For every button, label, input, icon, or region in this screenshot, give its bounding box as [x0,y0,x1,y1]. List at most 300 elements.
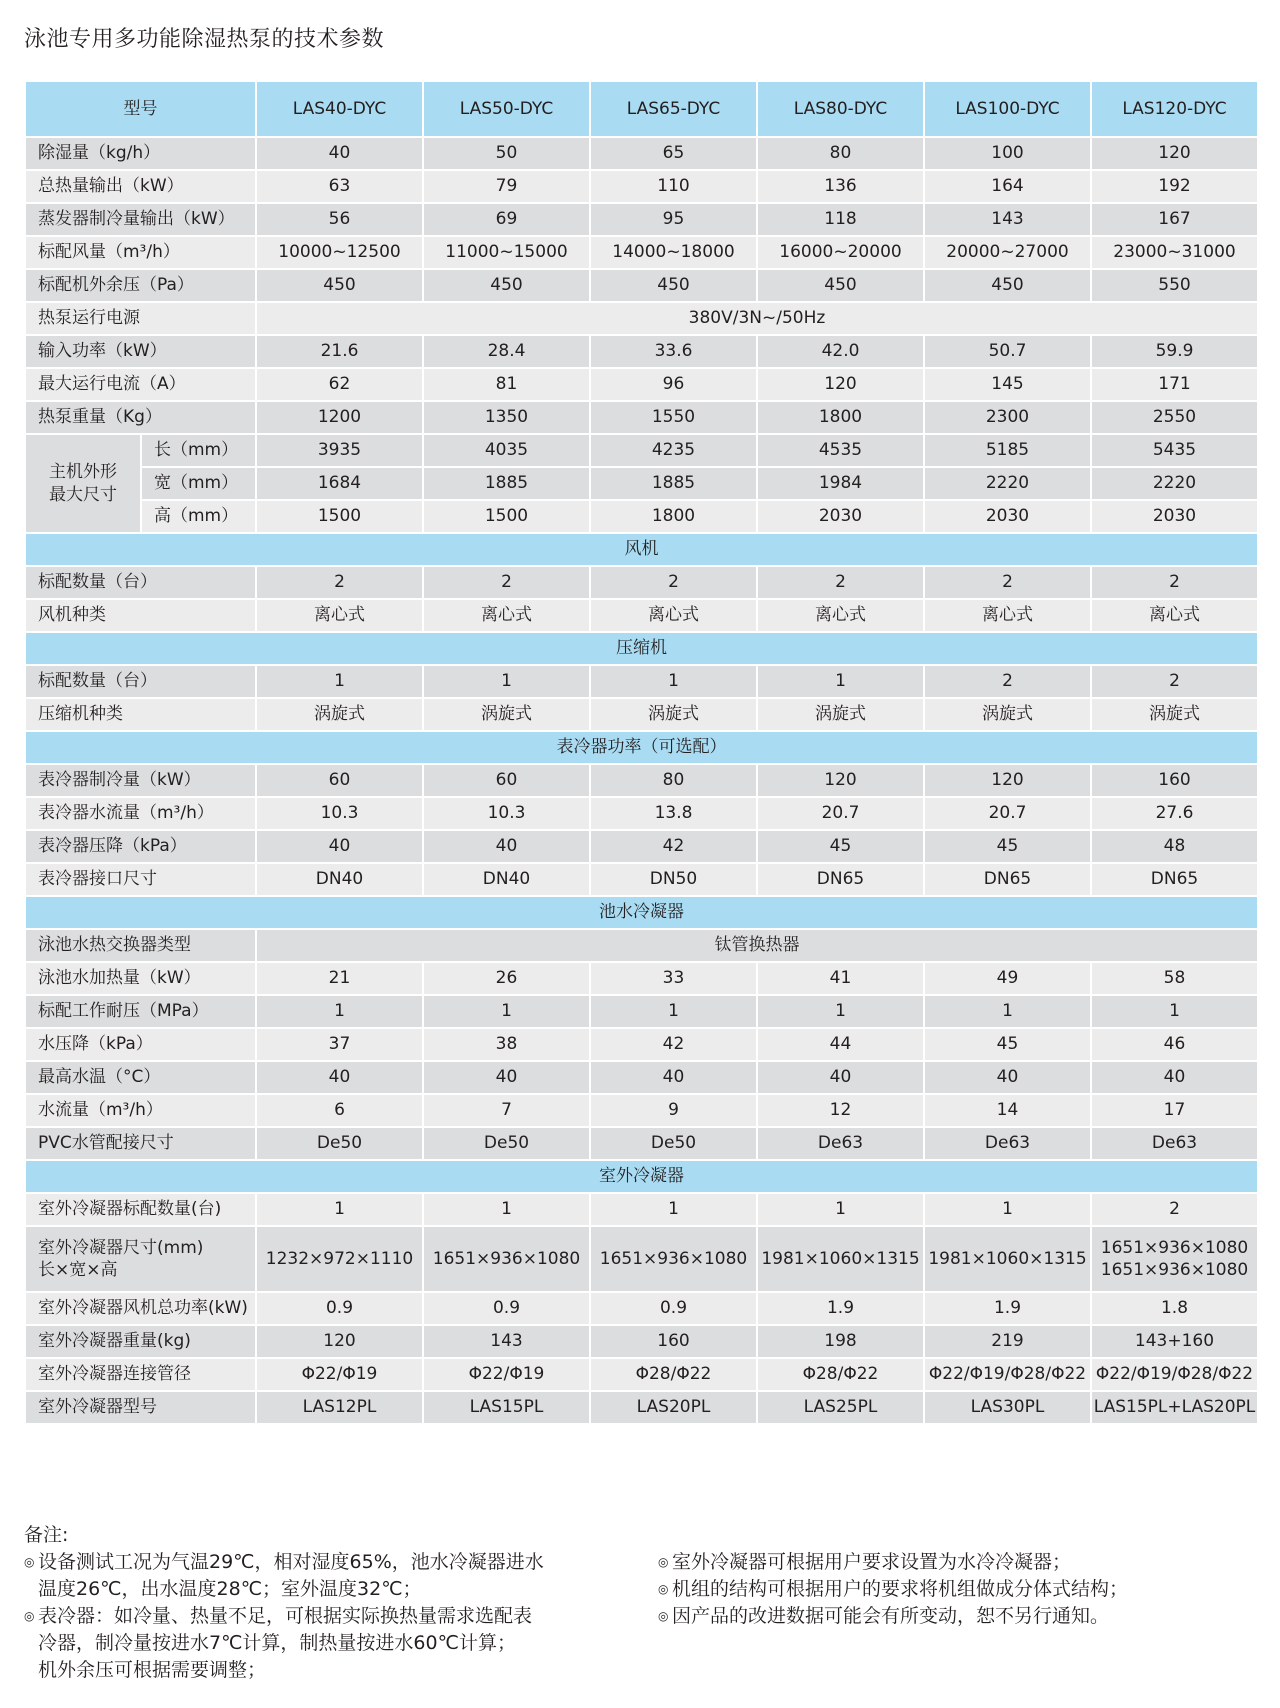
note-line: 设备测试工况为气温29℃，相对湿度65%，池水冷凝器进水 [38,1551,544,1573]
table-cell: 120 [924,764,1091,797]
table-cell: 80 [590,764,757,797]
table-cell: 11000~15000 [423,236,590,269]
table-cell: 2 [1091,566,1258,599]
table-cell: 110 [590,170,757,203]
row-label: 风机种类 [25,599,256,632]
table-cell: 12 [757,1094,924,1127]
row-label: 室外冷凝器重量(kg) [25,1325,256,1358]
table-cell: 20.7 [757,797,924,830]
dimension-group-label [25,434,141,533]
table-cell: 63 [256,170,423,203]
table-cell: 10000~12500 [256,236,423,269]
table-row [25,863,1258,896]
table-cell: 5435 [1091,434,1258,467]
table-cell: 14 [924,1094,1091,1127]
table-cell: 1 [590,1193,757,1226]
table-row [25,929,1258,962]
table-cell: 1651×936×1080 [590,1226,757,1292]
section-header: 风机 [25,533,1258,566]
table-cell: 1800 [757,401,924,434]
table-cell: 6 [256,1094,423,1127]
dimension-group-line: 主机外形 [49,461,117,482]
table-cell: 40 [924,1061,1091,1094]
row-label [25,1226,256,1292]
table-row [25,1061,1258,1094]
table-row [25,1127,1258,1160]
dimension-label: 高（mm） [141,500,256,533]
table-cell: 2 [924,665,1091,698]
row-label: 总热量输出（kW） [25,170,256,203]
table-cell: 95 [590,203,757,236]
table-cell: 45 [924,830,1091,863]
dimension-label: 宽（mm） [141,467,256,500]
table-cell: 1 [924,1193,1091,1226]
table-row [25,302,1258,335]
table-cell: 9 [590,1094,757,1127]
table-row [25,962,1258,995]
table-cell: Φ22/Φ19 [256,1358,423,1391]
table-cell: 192 [1091,170,1258,203]
row-label: 标配数量（台） [25,566,256,599]
table-cell: 550 [1091,269,1258,302]
row-label: 热泵运行电源 [25,302,256,335]
table-row [25,368,1258,401]
table-cell: 450 [256,269,423,302]
table-cell: 1 [590,665,757,698]
table-cell: 4235 [590,434,757,467]
table-cell: 58 [1091,962,1258,995]
table-cell: 40 [1091,1061,1258,1094]
section-header: 池水冷凝器 [25,896,1258,929]
table-cell: 1684 [256,467,423,500]
table-cell: DN40 [423,863,590,896]
spec-table-body [25,81,1258,1424]
table-row [25,830,1258,863]
table-cell: 20000~27000 [924,236,1091,269]
table-cell: LAS30PL [924,1391,1091,1424]
row-label: 热泵重量（Kg） [25,401,256,434]
table-row [25,995,1258,1028]
note-item [658,1576,1258,1603]
cell-line: 1651×936×1080 [1100,1237,1249,1258]
table-row [25,566,1258,599]
table-cell: 143 [924,203,1091,236]
table-cell: 46 [1091,1028,1258,1061]
row-label: 泳池水加热量（kW） [25,962,256,995]
row-label: 标配工作耐压（MPa） [25,995,256,1028]
table-cell: 450 [590,269,757,302]
table-cell: LAS15PL [423,1391,590,1424]
table-row [25,434,1258,467]
table-cell: 160 [590,1325,757,1358]
table-cell: 120 [757,368,924,401]
table-cell: 0.9 [423,1292,590,1325]
table-cell: Φ22/Φ19/Φ28/Φ22 [924,1358,1091,1391]
notes-left-column [24,1549,604,1684]
table-cell: 80 [757,137,924,170]
table-cell: De63 [1091,1127,1258,1160]
table-cell: 2 [256,566,423,599]
row-label-line: 室外冷凝器尺寸(mm) [38,1237,204,1258]
table-cell: 20.7 [924,797,1091,830]
table-cell: 2 [924,566,1091,599]
section-header: 室外冷凝器 [25,1160,1258,1193]
table-row [25,236,1258,269]
table-cell [1091,1226,1258,1292]
row-label: 表冷器制冷量（kW） [25,764,256,797]
table-cell: 23000~31000 [1091,236,1258,269]
table-cell: 1500 [423,500,590,533]
note-item [24,1603,604,1684]
dimension-label: 长（mm） [141,434,256,467]
table-row [25,1226,1258,1292]
row-label: 表冷器水流量（m³/h） [25,797,256,830]
table-cell: 2220 [924,467,1091,500]
row-label: 标配数量（台） [25,665,256,698]
table-cell: DN65 [924,863,1091,896]
row-label: 室外冷凝器连接管径 [25,1358,256,1391]
table-cell: 1 [256,995,423,1028]
row-label: 表冷器压降（kPa） [25,830,256,863]
table-cell: 171 [1091,368,1258,401]
table-cell: Φ28/Φ22 [757,1358,924,1391]
notes-title: 备注: [24,1524,69,1546]
table-cell: 37 [256,1028,423,1061]
table-row [25,1391,1258,1424]
table-cell: 涡旋式 [256,698,423,731]
dimension-group-line: 最大尺寸 [49,484,117,505]
table-cell: Φ22/Φ19 [423,1358,590,1391]
table-cell: 1 [423,665,590,698]
table-cell: 1550 [590,401,757,434]
row-label: 压缩机种类 [25,698,256,731]
table-cell: 1.9 [924,1292,1091,1325]
table-row [25,764,1258,797]
table-cell: 17 [1091,1094,1258,1127]
table-cell: 380V/3N~/50Hz [256,302,1258,335]
table-cell: 41 [757,962,924,995]
table-cell: 1 [256,665,423,698]
table-cell: 1200 [256,401,423,434]
table-cell: De50 [590,1127,757,1160]
table-row [25,1028,1258,1061]
table-cell: 100 [924,137,1091,170]
table-cell: 1 [1091,995,1258,1028]
table-cell: 143+160 [1091,1325,1258,1358]
table-cell: 2 [590,566,757,599]
table-cell: LAS12PL [256,1391,423,1424]
table-cell: 1 [423,995,590,1028]
model-header: LAS100-DYC [924,81,1091,137]
table-row [25,401,1258,434]
table-cell: 2 [423,566,590,599]
table-cell: 涡旋式 [757,698,924,731]
row-label: 除湿量（kg/h） [25,137,256,170]
bullet-icon: ◎ [24,1609,35,1623]
table-cell: 1800 [590,500,757,533]
bullet-icon: ◎ [658,1609,669,1623]
row-label-line: 长×宽×高 [38,1260,118,1280]
table-cell: DN65 [757,863,924,896]
table-row [25,269,1258,302]
table-cell: 40 [757,1061,924,1094]
table-cell: 2 [1091,665,1258,698]
section-row [25,632,1258,665]
table-cell: 1 [256,1193,423,1226]
table-cell: 50.7 [924,335,1091,368]
table-cell: 离心式 [590,599,757,632]
table-cell: 40 [256,830,423,863]
table-cell: 65 [590,137,757,170]
header-model-label: 型号 [25,81,256,137]
table-cell: 1 [757,665,924,698]
table-cell: 7 [423,1094,590,1127]
table-cell: 136 [757,170,924,203]
table-cell: 1 [757,1193,924,1226]
section-header: 压缩机 [25,632,1258,665]
table-cell: 44 [757,1028,924,1061]
table-cell: 26 [423,962,590,995]
table-cell: 1 [423,1193,590,1226]
table-cell: 96 [590,368,757,401]
table-row [25,203,1258,236]
row-label: 表冷器接口尺寸 [25,863,256,896]
table-cell: 60 [256,764,423,797]
table-cell: 42 [590,1028,757,1061]
table-cell: 1981×1060×1315 [924,1226,1091,1292]
row-label: 室外冷凝器风机总功率(kW) [25,1292,256,1325]
table-row [25,170,1258,203]
table-cell: 5185 [924,434,1091,467]
note-line: 机外余压可根据需要调整； [38,1659,267,1681]
row-label: 最高水温（°C） [25,1061,256,1094]
section-row [25,731,1258,764]
table-cell: De50 [423,1127,590,1160]
table-cell: 60 [423,764,590,797]
bullet-icon: ◎ [24,1555,35,1569]
bullet-icon: ◎ [658,1582,669,1596]
table-cell: LAS15PL+LAS20PL [1091,1391,1258,1424]
table-cell: 56 [256,203,423,236]
table-cell: 219 [924,1325,1091,1358]
table-row [25,1358,1258,1391]
table-cell: 10.3 [423,797,590,830]
row-label: 室外冷凝器标配数量(台) [25,1193,256,1226]
bullet-icon: ◎ [658,1555,669,1569]
table-cell: 164 [924,170,1091,203]
model-header: LAS80-DYC [757,81,924,137]
table-cell: 1350 [423,401,590,434]
table-cell: 10.3 [256,797,423,830]
table-cell: 145 [924,368,1091,401]
table-cell: 33 [590,962,757,995]
table-cell: 40 [423,1061,590,1094]
table-cell: 2030 [1091,500,1258,533]
table-cell: 1981×1060×1315 [757,1226,924,1292]
table-cell: Φ28/Φ22 [590,1358,757,1391]
table-cell: De50 [256,1127,423,1160]
table-row [25,81,1258,137]
table-cell: 离心式 [1091,599,1258,632]
table-cell: 1 [757,995,924,1028]
section-row [25,533,1258,566]
table-cell: 0.9 [590,1292,757,1325]
table-cell: 1984 [757,467,924,500]
table-cell: 42 [590,830,757,863]
section-row [25,896,1258,929]
table-row [25,698,1258,731]
table-cell: 13.8 [590,797,757,830]
model-header: LAS50-DYC [423,81,590,137]
table-row [25,467,1258,500]
table-cell: 48 [1091,830,1258,863]
table-cell: 143 [423,1325,590,1358]
table-cell: De63 [924,1127,1091,1160]
table-cell: 118 [757,203,924,236]
table-cell: 198 [757,1325,924,1358]
row-label: 水流量（m³/h） [25,1094,256,1127]
table-row [25,1292,1258,1325]
table-cell: 40 [423,830,590,863]
table-cell: 40 [256,137,423,170]
table-cell: 1 [590,995,757,1028]
row-label: 水压降（kPa） [25,1028,256,1061]
section-row [25,1160,1258,1193]
table-cell: 1.8 [1091,1292,1258,1325]
table-cell: 钛管换热器 [256,929,1258,962]
table-row [25,1193,1258,1226]
table-cell: 62 [256,368,423,401]
row-label: 标配机外余压（Pa） [25,269,256,302]
table-cell: LAS20PL [590,1391,757,1424]
table-cell: DN50 [590,863,757,896]
row-label: 输入功率（kW） [25,335,256,368]
row-label: PVC水管配接尺寸 [25,1127,256,1160]
table-row [25,1325,1258,1358]
model-header: LAS40-DYC [256,81,423,137]
table-row [25,500,1258,533]
table-cell: 1232×972×1110 [256,1226,423,1292]
note-line: 因产品的改进数据可能会有所变动，恕不另行通知。 [672,1605,1110,1627]
table-cell: 2550 [1091,401,1258,434]
table-row [25,335,1258,368]
table-cell: 涡旋式 [423,698,590,731]
table-cell: 4035 [423,434,590,467]
table-cell: 2030 [924,500,1091,533]
table-cell: 1885 [423,467,590,500]
table-cell: DN65 [1091,863,1258,896]
note-item [658,1549,1258,1576]
note-line: 室外冷凝器可根据用户要求设置为水冷冷凝器； [672,1551,1072,1573]
table-cell: 160 [1091,764,1258,797]
table-cell: 49 [924,962,1091,995]
table-cell: 1 [924,995,1091,1028]
row-label: 蒸发器制冷量输出（kW） [25,203,256,236]
row-label: 标配风量（m³/h） [25,236,256,269]
model-header: LAS120-DYC [1091,81,1258,137]
table-cell: 离心式 [256,599,423,632]
note-line: 表冷器：如冷量、热量不足，可根据实际换热量需求选配表 [38,1605,533,1627]
table-cell: 离心式 [423,599,590,632]
row-label: 室外冷凝器型号 [25,1391,256,1424]
table-cell: 45 [924,1028,1091,1061]
table-cell: 69 [423,203,590,236]
note-line: 冷器，制冷量按进水7℃计算，制热量按进水60℃计算； [38,1632,516,1654]
table-cell: 120 [256,1325,423,1358]
table-cell: 50 [423,137,590,170]
table-cell: Φ22/Φ19/Φ28/Φ22 [1091,1358,1258,1391]
table-cell: 2030 [757,500,924,533]
table-cell: 离心式 [757,599,924,632]
note-item [658,1603,1258,1630]
table-cell: 1885 [590,467,757,500]
table-cell: 38 [423,1028,590,1061]
table-cell: 450 [924,269,1091,302]
row-label: 最大运行电流（A） [25,368,256,401]
cell-line: 1651×936×1080 [1100,1260,1249,1280]
table-cell: 120 [1091,137,1258,170]
table-cell: LAS25PL [757,1391,924,1424]
table-cell: 涡旋式 [590,698,757,731]
table-cell: 79 [423,170,590,203]
table-cell: 14000~18000 [590,236,757,269]
notes-right-column [658,1549,1258,1630]
page-title: 泳池专用多功能除湿热泵的技术参数 [24,27,385,52]
table-cell: 涡旋式 [924,698,1091,731]
table-cell: 40 [256,1061,423,1094]
table-cell: 16000~20000 [757,236,924,269]
table-cell: 4535 [757,434,924,467]
table-cell: 28.4 [423,335,590,368]
table-cell: 2220 [1091,467,1258,500]
table-cell: 3935 [256,434,423,467]
table-cell: 59.9 [1091,335,1258,368]
table-cell: 2 [757,566,924,599]
table-cell: 42.0 [757,335,924,368]
notes [24,1522,1264,1681]
section-header: 表冷器功率（可选配） [25,731,1258,764]
table-row [25,137,1258,170]
table-cell: 27.6 [1091,797,1258,830]
table-cell: 1651×936×1080 [423,1226,590,1292]
note-line: 温度26℃，出水温度28℃；室外温度32℃； [38,1578,422,1600]
spec-table [24,80,1259,1425]
table-cell: 0.9 [256,1292,423,1325]
table-cell: 120 [757,764,924,797]
table-cell: 450 [423,269,590,302]
table-cell: 45 [757,830,924,863]
table-cell: 167 [1091,203,1258,236]
table-cell: 涡旋式 [1091,698,1258,731]
model-header: LAS65-DYC [590,81,757,137]
table-cell: 2 [1091,1193,1258,1226]
table-row [25,665,1258,698]
table-cell: 33.6 [590,335,757,368]
table-row [25,797,1258,830]
table-cell: 2300 [924,401,1091,434]
note-item [24,1549,604,1603]
table-cell: 1500 [256,500,423,533]
table-cell: 21.6 [256,335,423,368]
table-cell: 40 [590,1061,757,1094]
table-row [25,1094,1258,1127]
row-label: 泳池水热交换器类型 [25,929,256,962]
table-cell: DN40 [256,863,423,896]
note-line: 机组的结构可根据用户的要求将机组做成分体式结构； [672,1578,1129,1600]
table-cell: 450 [757,269,924,302]
table-cell: 离心式 [924,599,1091,632]
table-cell: De63 [757,1127,924,1160]
